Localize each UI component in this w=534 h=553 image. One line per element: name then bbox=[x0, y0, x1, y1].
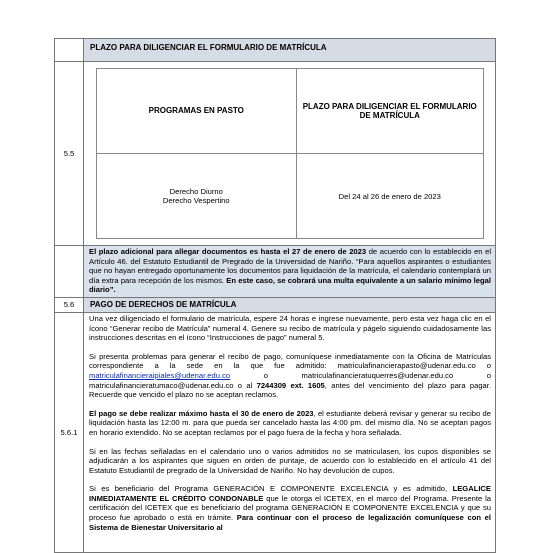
paragraph-cupos: Si en las fechas señaladas en el calendario uno o varios admitidos no se matriculasen, los cupos disponibles se adjudicarán a los aspirantes que siguen en orden de puntaje, de acuerdo con lo establecido en el artículo 41 del Estatuto Estudiantil de pregrado de la Universidad de Nariño. No hay devolución de cupos. bbox=[89, 446, 491, 475]
text-span: Si presenta problemas para generar el recibo de pago, comuníquese inmediatamente con la Oficina de Matrículas correspondiente a la sede en la que fue admitido: bbox=[89, 351, 491, 371]
note-bold-1: El plazo adicional para allegar documentos es hasta el 27 de enero de 2023 bbox=[89, 247, 367, 256]
note-cell bbox=[84, 246, 496, 298]
section-title-cell-56 bbox=[84, 297, 496, 312]
phone-number: 7244309 ext. 1605 bbox=[256, 380, 325, 390]
section-title-cell bbox=[84, 39, 496, 62]
text-span: o bbox=[230, 370, 302, 380]
note-bold-2: En este caso, se cobrará una multa equivalente a un salario mínimo legal diario bbox=[89, 275, 491, 295]
section-number-56: 5.6 bbox=[55, 297, 84, 312]
legalice-credito: LEGALICE INMEDIATAMENTE EL CRÉDITO CONDONABLE bbox=[89, 484, 491, 503]
text-span: o al bbox=[233, 380, 257, 390]
payment-deadline-bold: El pago se debe realizar máximo hasta el 30 de enero de 2023 bbox=[89, 408, 314, 418]
text-span: o bbox=[453, 370, 491, 380]
email-tuquerres[interactable]: matriculafinancieratuquerres@udenar.edu.co bbox=[301, 370, 454, 380]
deadline-cell: Del 24 al 26 de enero de 2023 bbox=[297, 154, 484, 239]
text-span: o bbox=[475, 361, 491, 371]
text-span: que le otorga el ICETEX, en el marco del Programa. Presente la certificación del ICETEX que es beneficiario del programa GENERACIÓN E COMPONENTE EXCELENCIA y que su proceso fue aprobado o está en trámite. bbox=[89, 493, 491, 523]
section-number-561: 5.6.1 bbox=[55, 312, 84, 552]
header-programas: PROGRAMAS EN PASTO bbox=[96, 69, 297, 154]
program-table-cell bbox=[84, 62, 496, 246]
text-span: , antes del vencimiento del plazo para pagar. Recuerde que vencido el plazo no bbox=[89, 380, 491, 400]
email-pasto[interactable]: matriculafinancierapasto@udenar.edu.co bbox=[337, 361, 476, 371]
additional-deadline-note bbox=[84, 246, 495, 297]
blank-cell bbox=[55, 39, 84, 62]
note-text-2: ”. bbox=[109, 285, 116, 295]
legalizacion-bienestar: Para continuar con el proceso de legalización comuníquese con el Sistema de Bienestar Universitario al bbox=[89, 513, 491, 532]
header-plazo: PLAZO PARA DILIGENCIAR EL FORMULARIO DE MATRÍCULA bbox=[297, 69, 484, 154]
payment-content-cell bbox=[84, 312, 496, 552]
text-span: se aceptan reclamos. bbox=[205, 390, 279, 400]
programs-cell bbox=[96, 154, 297, 239]
paragraph-generacion-e bbox=[84, 484, 495, 552]
paragraph-fecha-pago bbox=[84, 409, 495, 438]
paragraph-problemas-pago bbox=[84, 352, 495, 400]
note-text-1: de acuerdo con lo establecido en el Artículo 46. del Estatuto Estudiantil de Pregrado de la Universidad de Nariño. “Para aquellos aspirantes o estudiantes que no hayan entregado oportunamente los documentos para liquidación de la matrícula, el calendario contemplará un día extra para recepción de los mismos. bbox=[89, 247, 492, 285]
text-span: , el estudiante deberá revisar y generar su recibo de liquidación hasta las 12:00 m. para que pueda ser cancelado hasta las 4:00 pm. del mismo día. No se aceptan pagos en horario extendido. No se aceptan reclamos por el pago fuera de la fecha y hora señalada. bbox=[89, 408, 491, 437]
program-vespertino: Derecho Vespertino bbox=[162, 196, 230, 205]
paragraph-generar-recibo: Una vez diligenciado el formulario de matrícula, espere 24 horas e ingrese nuevamente, pero esta vez haga clic en el ícono “Generar recibo de Matrícula” numeral 4. Genere su recibo de matrícula y págelo siguiendo cuidadosamente las instrucciones descritas en el ícono “Instrucciones de pago” numeral 5. bbox=[89, 313, 491, 343]
email-ipiales[interactable]: matriculafinancieraipiales@udenar.edu.co bbox=[89, 370, 231, 380]
document-table bbox=[54, 38, 496, 553]
email-tumaco[interactable]: matriculafinancieratumaco@udenar.edu.co bbox=[89, 380, 234, 390]
section-number-55: 5.5 bbox=[55, 62, 84, 246]
blank-cell bbox=[55, 246, 84, 298]
program-deadline-table bbox=[96, 68, 484, 239]
section-title-plazo: PLAZO PARA DILIGENCIAR EL FORMULARIO DE MATRÍCULA bbox=[90, 43, 327, 52]
program-diurno: Derecho Diurno bbox=[169, 187, 223, 196]
text-span: Si es beneficiario del Programa GENERACIÓN E COMPONENTE EXCELENCIA y es admitido, bbox=[89, 484, 453, 494]
section-title-pago: PAGO DE DERECHOS DE MATRÍCULA bbox=[90, 299, 237, 309]
